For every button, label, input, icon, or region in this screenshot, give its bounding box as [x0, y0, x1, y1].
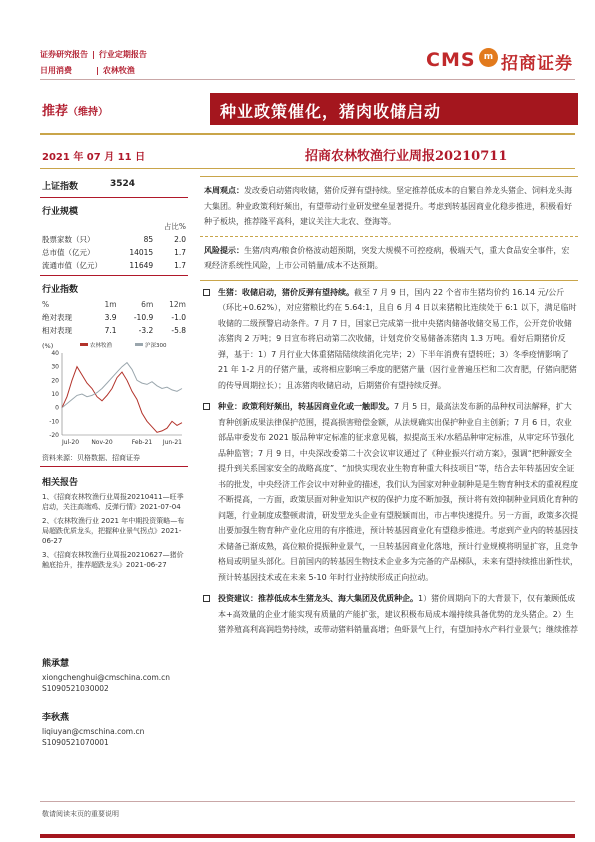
- series-line-2: [62, 363, 182, 408]
- header-separator: |: [92, 50, 95, 59]
- square-bullet-icon: [203, 403, 210, 410]
- x-tick-label: Nov-20: [91, 439, 113, 446]
- index-chart: [40, 339, 188, 451]
- scale-row-pct: 2.0: [174, 235, 186, 244]
- y-tick-label: 10: [51, 391, 59, 398]
- perf-value: 3.9: [104, 313, 117, 322]
- view-label: 本周观点：: [204, 186, 244, 195]
- scale-row-name: 总市值（亿元）: [42, 248, 95, 257]
- sidebar: [40, 176, 188, 748]
- scale-row-pct: 1.7: [174, 261, 186, 270]
- perf-col: %: [42, 300, 50, 309]
- table-row: [40, 246, 188, 259]
- scale-row-value: 11649: [129, 261, 154, 270]
- analyst-email[interactable]: xiongchenghui@cmschina.com.cn: [42, 673, 171, 682]
- header-separator: |: [96, 66, 99, 75]
- title-band: [210, 93, 578, 125]
- header-industry: 农林牧渔: [102, 66, 135, 75]
- logo-cn-name: 招商证券: [501, 54, 573, 74]
- perf-col: 6m: [141, 300, 154, 309]
- analyst-code: S1090521070001: [42, 738, 109, 747]
- analyst-email[interactable]: liqiuyan@cmschina.com.cn: [42, 727, 145, 736]
- legend-swatch: [80, 343, 88, 346]
- x-tick-label: Jul-20: [62, 439, 80, 446]
- scale-table: [40, 220, 188, 272]
- analyst-code: S1090521030002: [42, 684, 109, 693]
- perf-value: -10.9: [133, 313, 154, 322]
- table-row: [40, 311, 188, 324]
- perf-table: [40, 298, 188, 337]
- footer-bar: [40, 834, 575, 838]
- weekly-view: [200, 177, 578, 236]
- x-tick-label: Jun-21: [162, 439, 182, 446]
- related-item[interactable]: 1、《招商农林牧渔行业周报20210411—旺季启动，关注高端鸡、反弹行情》2021-07-04: [42, 493, 184, 511]
- analyst-block: [40, 710, 188, 748]
- bullet-advice: [200, 591, 578, 638]
- analyst-name: 李秋燕: [42, 713, 70, 723]
- table-row: [40, 324, 188, 337]
- perf-value: -3.2: [138, 326, 154, 335]
- scale-row-value: 14015: [129, 248, 154, 257]
- table-header-row: [40, 298, 188, 311]
- scale-row-value: 85: [143, 235, 154, 244]
- perf-heading: 行业指数: [42, 285, 79, 295]
- y-tick-label: 30: [51, 363, 59, 371]
- legend-label: 农林牧渔: [90, 343, 113, 349]
- perf-value: 7.1: [104, 326, 117, 335]
- x-tick-label: Feb-21: [131, 439, 153, 446]
- sidebar-divider: [40, 197, 188, 198]
- legend-swatch: [135, 343, 143, 346]
- highlights-bottom-rule: [200, 280, 578, 281]
- square-bullet-icon: [203, 289, 210, 296]
- header-left: [40, 47, 147, 79]
- scale-row-pct: 1.7: [174, 248, 186, 257]
- index-row: [40, 176, 188, 194]
- bullet-hog: [200, 285, 578, 394]
- risk-text: 生猪/肉鸡/粮食价格波动超预期，突发大规模不可控疫病，极端天气，重大食品安全事件，宏观经济系统性风险，上市公司销量/成本不达预期。: [204, 245, 570, 270]
- bullet-lead: 投资建议：推荐低成本生猪龙头、海大集团及优质种企。: [218, 594, 418, 603]
- bullet-lead: 生猪：收储启动，猪价反弹有望持续。: [218, 287, 354, 297]
- related-item[interactable]: 2、《农林牧渔行业 2021 年中期投资策略—布局超跌优质龙头，把握种业景气拐点》2021-06-27: [42, 517, 185, 545]
- legend-label: 沪深300: [145, 343, 167, 349]
- scale-row-name: 流通市值（亿元）: [42, 261, 102, 270]
- analyst-name: 熊承慧: [42, 659, 70, 669]
- scale-row-name: 股票家数（只）: [42, 235, 95, 244]
- header-report-kind: 行业定期报告: [98, 50, 147, 59]
- series-line-1: [62, 367, 182, 433]
- logo-badge-icon: m: [479, 48, 498, 67]
- y-tick-label: 20: [51, 377, 59, 385]
- date-divider: [40, 168, 575, 169]
- bullet-text: 7 月 5 日，最高法发布新的品种权司法解释，扩大育种创新成果法律保护范围，提高损害赔偿金额，从法规确实出保护种业自主创新；7 月 6 日，农业部品审委发布 2021 版品种审定标准的征求意见稿，拟提高玉米/水稻品种审定标准，从审定环节强化品种监管；7 月 9 日，中央深改委第二十次会议审议通过了《种业振兴行动方案》，强调“把种源安全提升到关系国家安全的战略高度”、“加快实现农业生物育种重大科技项目”等，结合去年转基因安全证书的批发，中央经济工作会议中对种业的描述，我们认为国家对种业制种是是生物育种技术的重视程度不断提高，一方面，政策层面对种业知识产权的保护力度不断加强，预计将有效抑制种业同质化育种的问题，行业制度成整顿肃清，研发型龙头企业有望脱颖而出，市占率快速提升。另一方面，政策多次提出要加强生物育种产业化应用的有序推进，预计转基因商业化有望稳步推进。考虑到产业内的转基因技术储备已渐成熟，高位粮价提振种业景气，一旦转基因商业化落地，预计行业规模将明显扩容，且竞争格局或明显头部化。目前国内的转基因生物技术企业多为完备的产品梯队，未来有望持续推出新性状，预计转基因技术或在未来 5-10 年时行业持续形成正向拉动。: [218, 402, 578, 582]
- table-row: [40, 259, 188, 272]
- perf-value: -1.0: [171, 313, 186, 322]
- perf-value: -5.8: [171, 326, 186, 335]
- footer-divider: [40, 801, 575, 802]
- y-tick-label: -20: [49, 432, 59, 439]
- report-headline: 种业政策催化，猪肉收储启动: [220, 102, 442, 121]
- logo-cms: CMS: [426, 49, 476, 71]
- report-title: 招商农林牧渔行业周报20210711: [305, 149, 508, 164]
- risk-note: [200, 237, 578, 280]
- chart-source: 资料来源：贝格数据、招商证券: [42, 454, 140, 462]
- perf-col: 12m: [169, 300, 186, 309]
- bullet-text: 截至 7 月 9 日，国内 22 个省市生猪均价约 16.14 元/公斤（环比+0.62%），对应猪粮比约在 5.64:1，且自 6 月 4 日以来猪粮比连续处于 6:1 以下，满足临时收储的二级预警启动条件。7 月 7 日，国家已完成第一批中央猪肉储备收储交易工作，公开竞价收储冻猪肉 2 万吨；9 日宣布将启动第二次收储，计划竞价交易储备冻猪肉 1.3 万吨。看好后期猪价反弹，基于：1）7 月行业大体重猪陆陆续续消化完毕；2）下半年消费有望转旺；3）冬季疫情影响了 21 年 1-2 月的仔猪产量，或将相应影响三季度的肥猪产量（因行业普遍压栏和二次育肥，仔猪向肥猪的传导周期拉长）；且冻猪肉收储启动，后期猪价有望持续反弹。: [218, 287, 577, 390]
- footer-note: 敬请阅读末页的重要说明: [42, 810, 119, 818]
- y-tick-label: 40: [51, 350, 59, 357]
- main-content: [200, 176, 578, 638]
- index-label: 上证指数: [42, 182, 79, 192]
- scale-unit-header: 占比%: [163, 222, 186, 231]
- header-sector: 日用消费: [40, 66, 72, 75]
- bullet-seed: [200, 399, 578, 585]
- cms-logo: [426, 45, 576, 75]
- bullet-text: 1）猪价周期向下的大背景下，仅有兼顾低成本+高效量的企业才能实现有质量的产能扩张，建议积极布局成本端持续具备优势的龙头猪企。2）生猪养殖高利高润趋势持续，或带动猪料销量高增；鱼虾景气上行，有望加持水产料行业景气；继续推荐: [218, 594, 578, 634]
- rating: [42, 100, 108, 119]
- square-bullet-icon: [203, 595, 210, 602]
- related-reports: [40, 475, 188, 570]
- analyst-block: [40, 656, 188, 694]
- related-heading: 相关报告: [42, 478, 79, 488]
- index-chart-svg: [40, 339, 188, 451]
- related-item[interactable]: 3、《招商农林牧渔行业周报20210627—猪价触底抬升，推荐超跌龙头》2021-06-27: [42, 551, 184, 569]
- view-text: 发改委启动猪肉收储，猪价反弹有望持续。坚定推荐低成本的自繁自养龙头猪企、饲料龙头海大集团。种业政策利好频出，有望带动行业研发壁垒显著提升。考虑到转基因商业化稳步推进，积极看好种子板块，推荐隆平高科，建议关注大北农、登海等。: [204, 186, 572, 226]
- report-date: 2021 年 07 月 11 日: [42, 152, 146, 163]
- sidebar-divider: [40, 275, 188, 276]
- chart-ylabel: (%): [42, 342, 54, 350]
- header-report-type: 证券研究报告: [40, 50, 88, 59]
- header-divider: [40, 79, 575, 80]
- table-header-row: [40, 220, 188, 233]
- perf-row-name: 相对表现: [42, 326, 72, 335]
- perf-col: 1m: [104, 300, 117, 309]
- table-row: [40, 233, 188, 246]
- y-tick-label: -10: [49, 418, 59, 426]
- index-value: 3524: [110, 179, 136, 189]
- bullet-lead: 种业：政策利好频出，转基因商业化或一触即发。: [218, 402, 394, 411]
- rating-sub: （维持）: [68, 107, 109, 118]
- scale-heading: 行业规模: [42, 207, 79, 217]
- risk-label: 风险提示：: [204, 245, 244, 255]
- rating-label: 推荐: [42, 104, 69, 119]
- y-tick-label: 0: [55, 404, 59, 412]
- title-divider: [40, 133, 575, 135]
- sidebar-divider: [40, 466, 188, 467]
- perf-row-name: 绝对表现: [42, 313, 72, 322]
